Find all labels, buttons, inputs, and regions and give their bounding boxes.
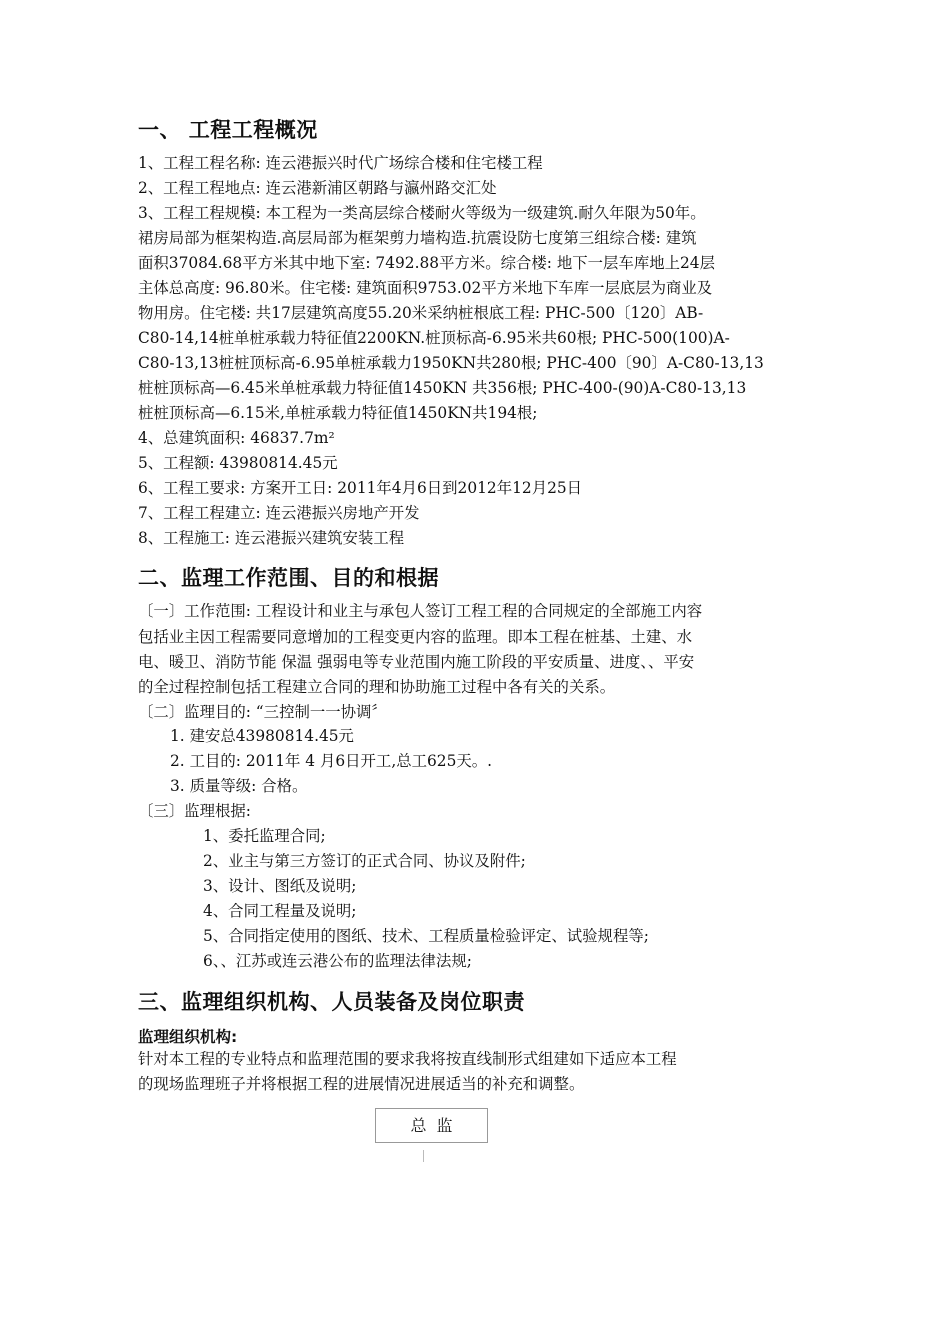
basis-item: 4、合同工程量及说明; [203,902,357,920]
section3-title: 三、监理组织机构、人员装备及岗位职责 [138,990,525,1014]
org-chart-chief-box: 总监 [375,1108,488,1143]
org-paragraph-line: 针对本工程的专业特点和监理范围的要求我将按直线制形式组建如下适应本工程 [138,1050,677,1068]
basis-item: 1、委托监理合同; [203,827,326,845]
section1-line: 2、工程工程地点: 连云港新浦区朝路与瀛州路交汇处 [138,179,497,197]
amount-line: 5、工程额: 43980814.45元 [138,454,338,472]
section1-line: 主体总高度: 96.80米。住宅楼: 建筑面积9753.02平方米地下车库一层底层为商业及 [138,279,713,297]
scope-line: 的全过程控制包括工程建立合同的理和协助施工过程中各有关的关系。 [138,678,616,696]
basis-item: 5、合同指定使用的图纸、技术、工程质量检验评定、试验规程等; [203,927,649,945]
basis-item: 2、业主与第三方签订的正式合同、协议及附件; [203,852,526,870]
section1-line: 裙房局部为框架构造.高层局部为框架剪力墙构造.抗震设防七度第三组综合楼: 建筑 [138,229,697,247]
basis-title: 〔三〕监理根据: [138,802,251,820]
section1-line: 3、工程工程规模: 本工程为一类高层综合楼耐火等级为一级建筑.耐久年限为50年。 [138,204,706,222]
purpose-item: 3. 质量等级: 合格。 [170,777,308,795]
scope-line: 〔一〕工作范围: 工程设计和业主与承包人签订工程工程的合同规定的全部施工内容 [138,602,703,620]
scope-line: 包括业主因工程需要同意增加的工程变更内容的监理。即本工程在桩基、土建、水 [138,628,693,646]
section1-line: 1、工程工程名称: 连云港振兴时代广场综合楼和住宅楼工程 [138,154,543,172]
schedule-line: 6、工程工要求: 方案开工日: 2011年4月6日到2012年12月25日 [138,479,583,497]
org-subtitle: 监理组织机构: [138,1028,238,1046]
section1-line: 桩桩顶标高—6.45米单桩承载力特征值1450KN 共356根; PHC-400-(90)A-C80-13,13 [138,379,747,397]
section1-title: 一、 工程工程概况 [138,118,318,142]
section1-line: 面积37084.68平方米其中地下室: 7492.88平方米。综合楼: 地下一层车库地上24层 [138,254,715,272]
section1-line: 物用房。住宅楼: 共17层建筑高度55.20米采纳桩根底工程: PHC-500〔120〕AB- [138,304,704,322]
contractor-line: 8、工程施工: 连云港振兴建筑安装工程 [138,529,405,547]
purpose-item: 2. 工目的: 2011年 4 月6日开工,总工625天。. [170,752,493,770]
section1-line: C80-13,13桩桩顶标高-6.95单桩承载力1950KN共280根; PHC-400〔90〕A-C80-13,13 [138,354,764,372]
org-chart-connector [423,1150,424,1162]
total-area-line: 4、总建筑面积: 46837.7m² [138,429,335,447]
developer-line: 7、工程工程建立: 连云港振兴房地产开发 [138,504,420,522]
basis-item: 6、、江苏或连云港公布的监理法律法规; [203,952,472,970]
purpose-item: 1. 建安总43980814.45元 [170,727,354,745]
section2-title: 二、监理工作范围、目的和根据 [138,566,439,590]
section1-line: 桩桩顶标高—6.15米,单桩承载力特征值1450KN共194根; [138,404,538,422]
section1-line: C80-14,14桩单桩承载力特征值2200KN.桩顶标高-6.95米共60根; PHC-500(100)A- [138,329,730,347]
scope-line: 电、暖卫、消防节能 保温 强弱电等专业范围内施工阶段的平安质量、进度、、平安 [138,653,695,671]
org-paragraph-line: 的现场监理班子并将根据工程的进展情况进展适当的补充和调整。 [138,1075,585,1093]
basis-item: 3、设计、图纸及说明; [203,877,357,895]
purpose-title: 〔二〕监理目的: “三控制一一协调〞 [138,703,387,721]
